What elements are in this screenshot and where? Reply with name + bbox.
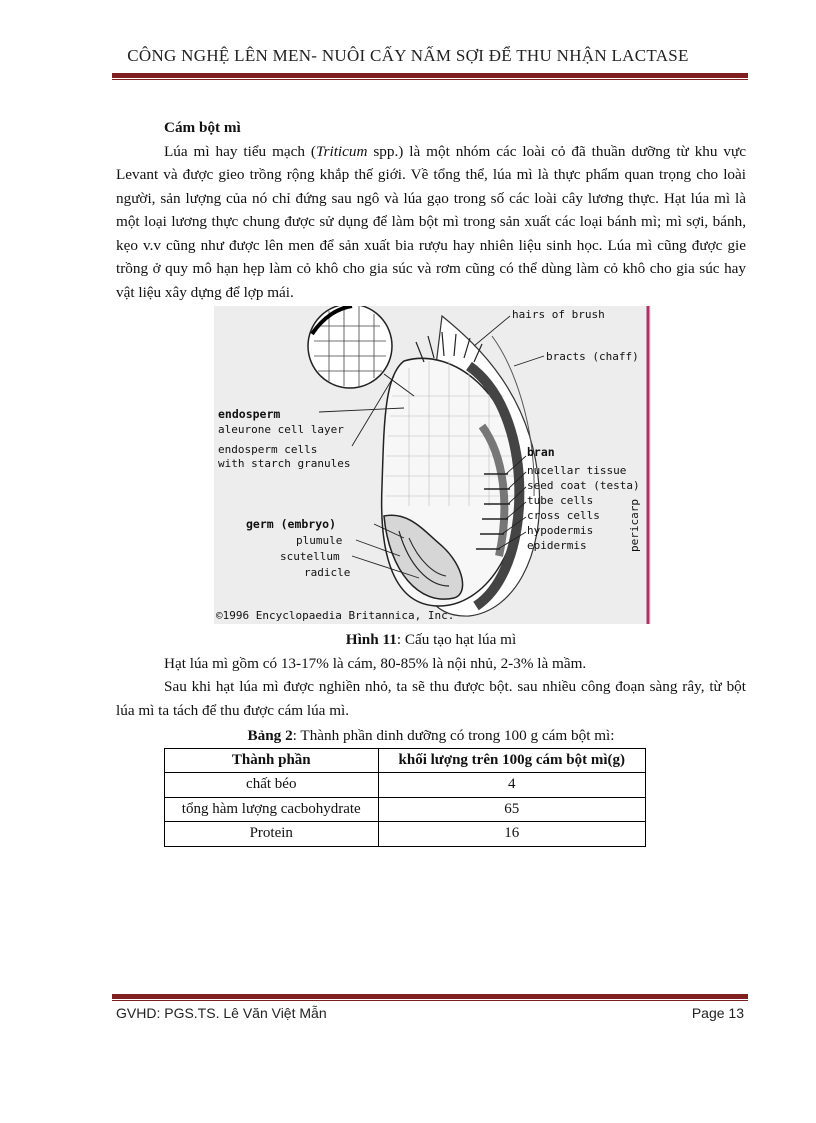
label-endosperm-cells-2: with starch granules [218,457,351,470]
label-hypodermis: hypodermis [527,524,594,537]
label-nucellar: nucellar tissue [527,464,627,477]
label-bran: bran [527,445,555,459]
label-seed-coat: seed coat (testa) [527,479,640,492]
figure-copyright: ©1996 Encyclopaedia Britannica, Inc. [216,609,455,622]
label-cross-cells: cross cells [527,509,600,522]
wheat-grain-diagram [214,306,651,624]
paragraph-processing: Sau khi hạt lúa mì được nghiền nhỏ, ta sẽ thu được bột. sau nhiều công đoạn sàng rây, từ bột lúa mì ta tách để thu được cám lúa mì. [116,678,746,719]
label-scutellum: scutellum [280,550,340,563]
footer-page-number: Page 13 [691,1005,744,1021]
label-epidermis: epidermis [527,539,587,552]
figure-caption: Hình 11: Cấu tạo hạt lúa mì [345,631,517,648]
table-cell: 4 [378,773,646,798]
intro-paragraph: Lúa mì hay tiểu mạch (Triticum spp.) là một nhóm các loài cỏ đã thuần dưỡng từ khu vực Levant và được gieo trồng rộng khắp thế giới. Về tổng thể, lúa mì là thực phẩm quan trọng cho loài người, sản lượng của nó chỉ đứng sau ngô và lúa gạo trong số các loài cây lương thực. Hạt lúa mì là một loại lương thực chung được sử dụng để làm bột mì trong sản xuất các loại bánh mì; mì sợi, bánh, kẹo v.v cũng như được lên men để sản xuất bia rượu hay nhiên liệu sinh học. Lúa mì cũng được gie trồng ở quy mô hạn hẹp làm cỏ khô cho gia súc và rơm cũng có thể dùng làm cỏ khô cho gia súc hay vật liệu xây dựng để lợp mái. [116,142,746,301]
table-row [165,773,646,798]
header-rule-thin [112,79,748,80]
section-title: Cám bột mì [164,119,241,136]
table-row [165,822,646,847]
label-germ: germ (embryo) [246,517,337,531]
header-rule [112,73,748,78]
label-aleurone: aleurone cell layer [218,423,344,436]
page-header-title: CÔNG NGHỆ LÊN MEN- NUÔI CẤY NẤM SỢI ĐỂ THU NHẬN LACTASE [127,46,689,65]
footer-supervisor: GVHD: PGS.TS. Lê Văn Việt Mẫn [116,1005,327,1021]
table-cell: chất béo [165,773,379,798]
label-tube-cells: tube cells [527,494,594,507]
page-content [116,116,746,847]
table-cell: 16 [378,822,646,847]
table-title: Bảng 2: Thành phần dinh dưỡng có trong 100 g cám bột mì: [247,727,615,744]
label-bracts: bracts (chaff) [546,350,639,363]
nutrition-table [164,748,646,847]
label-endosperm-cells-1: endosperm cells [218,443,318,456]
table-cell: tổng hàm lượng cacbohydrate [165,797,379,822]
table-header: Thành phần [165,748,379,773]
paragraph-composition: Hạt lúa mì gồm có 13-17% là cám, 80-85% là nội nhủ, 2-3% là mầm. [164,654,587,672]
table-header: khối lượng trên 100g cám bột mì(g) [378,748,646,773]
table-row [165,797,646,822]
table-cell: 65 [378,797,646,822]
table-cell: Protein [165,822,379,847]
footer-rule-thin [112,1000,748,1001]
wheat-grain-figure [214,306,651,624]
scientific-name: Triticum [315,142,368,160]
label-endosperm: endosperm [218,407,281,421]
label-hairs: hairs of brush [512,308,605,321]
table-header-row [165,748,646,773]
label-pericarp: pericarp [628,499,641,552]
label-radicle: radicle [304,566,351,579]
footer-rule [112,994,748,999]
label-plumule: plumule [296,534,343,547]
